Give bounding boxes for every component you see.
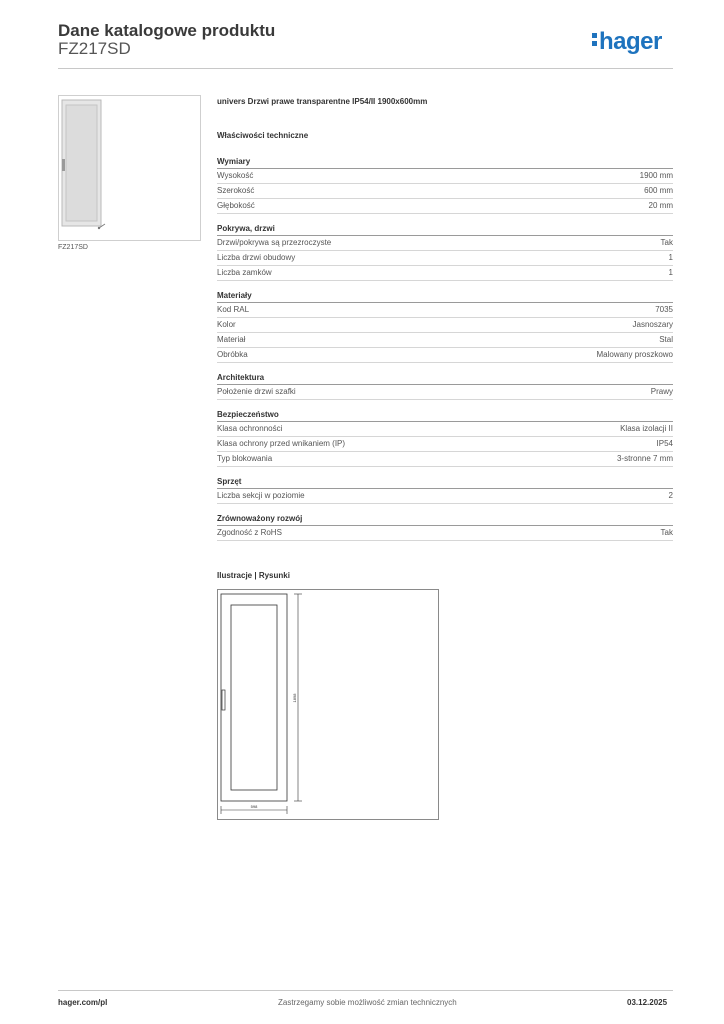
specs-table [217, 156, 673, 550]
product-code: FZ217SD [58, 39, 131, 58]
spec-value: 2 [668, 491, 673, 500]
spec-value: Tak [660, 238, 673, 247]
spec-row [217, 437, 673, 452]
spec-label: Klasa ochronności [217, 424, 283, 433]
spec-row [217, 199, 673, 214]
logo-colon-icon [592, 33, 598, 47]
door-thumbnail-image [59, 96, 200, 240]
footer-disclaimer: Zastrzegamy sobie możliwość zmian technicznych [278, 998, 457, 1007]
section-architecture [217, 372, 673, 400]
spec-row [217, 169, 673, 184]
spec-label: Położenie drzwi szafki [217, 387, 296, 396]
spec-value: Tak [660, 528, 673, 537]
product-thumbnail [58, 95, 201, 241]
spec-row [217, 333, 673, 348]
spec-label: Szerokość [217, 186, 255, 195]
section-cover-door [217, 223, 673, 281]
product-title: univers Drzwi prawe transparentne IP54/II 1900x600mm [217, 97, 428, 106]
spec-label: Typ blokowania [217, 454, 273, 463]
section-safety [217, 409, 673, 467]
spec-value: 1900 mm [639, 171, 673, 180]
properties-heading: Właściwości techniczne [217, 131, 309, 140]
dimension-width-label: 598 [250, 804, 258, 809]
section-title: Architektura [217, 372, 673, 385]
section-materials [217, 290, 673, 363]
spec-row [217, 422, 673, 437]
footer-website-link[interactable]: hager.com/pl [58, 998, 108, 1007]
door-drawing-image [218, 590, 438, 819]
dimension-height-label: 1898 [292, 693, 297, 703]
section-title: Wymiary [217, 156, 673, 169]
section-title: Bezpieczeństwo [217, 409, 673, 422]
spec-value: Malowany proszkowo [596, 350, 673, 359]
spec-label: Obróbka [217, 350, 248, 359]
spec-label: Zgodność z RoHS [217, 528, 282, 537]
hager-logo [592, 28, 662, 56]
illustrations-heading: Ilustracje | Rysunki [217, 571, 290, 580]
thumbnail-caption: FZ217SD [58, 244, 88, 251]
spec-label: Kod RAL [217, 305, 250, 314]
spec-value: 20 mm [648, 201, 673, 210]
spec-row [217, 452, 673, 467]
spec-row [217, 303, 673, 318]
spec-label: Liczba drzwi obudowy [217, 253, 296, 262]
spec-row [217, 318, 673, 333]
section-title: Materiały [217, 290, 673, 303]
spec-label: Liczba sekcji w poziomie [217, 491, 305, 500]
spec-row [217, 251, 673, 266]
footer-divider [58, 990, 673, 991]
spec-value: 3-stronne 7 mm [616, 454, 673, 463]
spec-value: IP54 [656, 439, 673, 448]
spec-value: Klasa izolacji II [620, 424, 673, 433]
logo-text: hager [599, 28, 662, 55]
spec-value: 7035 [655, 305, 673, 314]
section-sustainability [217, 513, 673, 541]
spec-row [217, 348, 673, 363]
spec-row [217, 236, 673, 251]
spec-label: Wysokość [217, 171, 254, 180]
header-divider [58, 68, 673, 69]
spec-label: Materiał [217, 335, 246, 344]
section-hardware [217, 476, 673, 504]
spec-value: Stal [659, 335, 673, 344]
spec-label: Klasa ochrony przed wnikaniem (IP) [217, 439, 346, 448]
spec-row [217, 266, 673, 281]
spec-value: 1 [668, 268, 673, 277]
spec-row [217, 385, 673, 400]
spec-label: Drzwi/pokrywa są przezroczyste [217, 238, 332, 247]
section-dimensions [217, 156, 673, 214]
spec-value: Jasnoszary [632, 320, 673, 329]
spec-label: Głębokość [217, 201, 255, 210]
section-title: Zrównoważony rozwój [217, 513, 673, 526]
footer-date: 03.12.2025 [627, 998, 668, 1007]
spec-value: 1 [668, 253, 673, 262]
section-title: Pokrywa, drzwi [217, 223, 673, 236]
section-title: Sprzęt [217, 476, 673, 489]
spec-row [217, 184, 673, 199]
spec-label: Kolor [217, 320, 236, 329]
page-title: Dane katalogowe produktu [58, 21, 276, 40]
spec-label: Liczba zamków [217, 268, 272, 277]
technical-drawing [217, 589, 439, 820]
spec-row [217, 489, 673, 504]
spec-row [217, 526, 673, 541]
spec-value: Prawy [650, 387, 673, 396]
spec-value: 600 mm [644, 186, 673, 195]
